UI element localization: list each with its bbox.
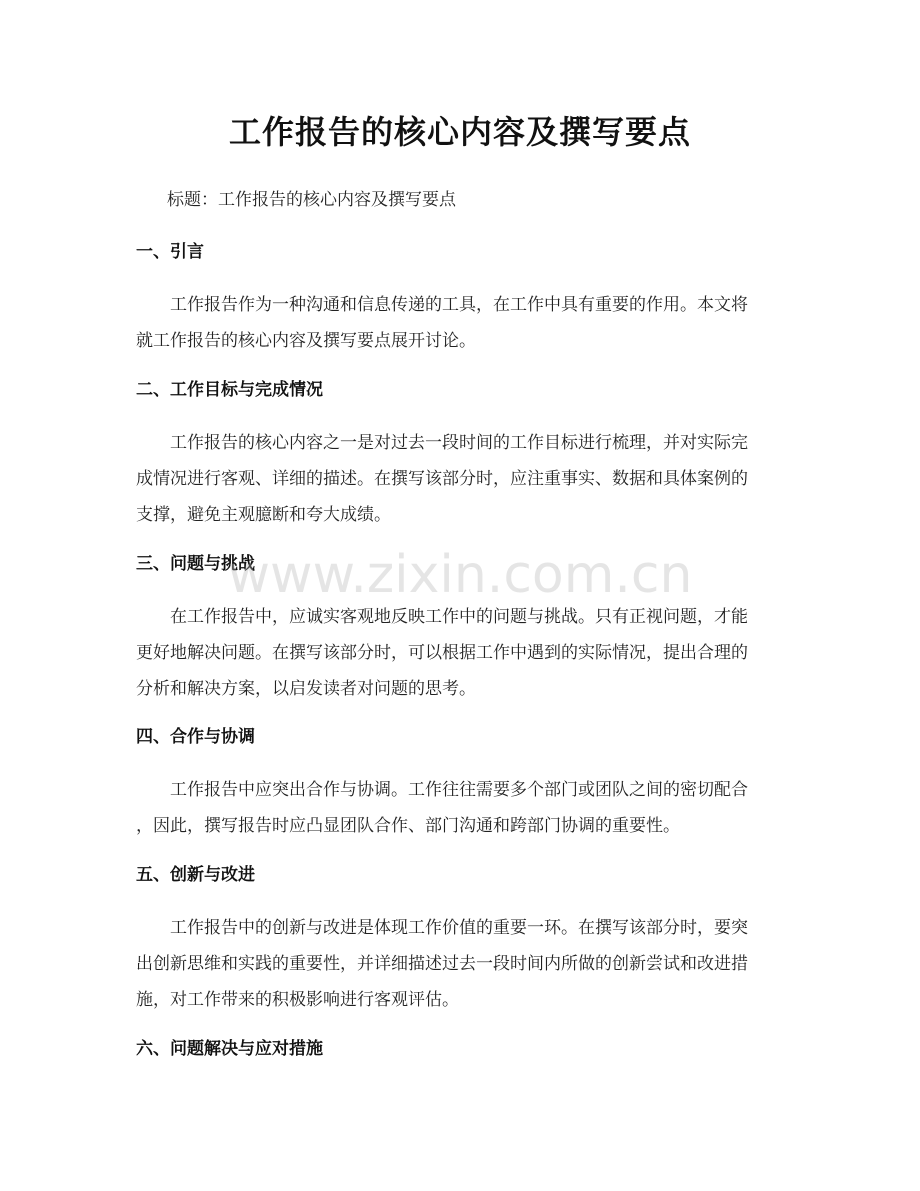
section-paragraph-4 [136, 772, 786, 844]
paragraph-line: ，因此，撰写报告时应凸显团队合作、部门沟通和跨部门协调的重要性。 [136, 816, 680, 836]
watermark: www.zixin.com.cn [227, 545, 693, 605]
section-heading-1: 一、引言 [136, 242, 204, 262]
paragraph-line: 更好地解决问题。在撰写该部分时，可以根据工作中遇到的实际情况，提出合理的 [136, 643, 748, 663]
paragraph-line: 就工作报告的核心内容及撰写要点展开讨论。 [136, 331, 476, 351]
section-heading-3: 三、问题与挑战 [136, 554, 255, 574]
paragraph-line: 施，对工作带来的积极影响进行客观评估。 [136, 990, 459, 1010]
paragraph-line: 工作报告的核心内容之一是对过去一段时间的工作目标进行梳理，并对实际完 [170, 433, 748, 453]
section-heading-6: 六、问题解决与应对措施 [136, 1039, 323, 1059]
paragraph-line: 分析和解决方案，以启发读者对问题的思考。 [136, 679, 476, 699]
document-title: 工作报告的核心内容及撰写要点 [228, 113, 691, 151]
paragraph-line: 成情况进行客观、详细的描述。在撰写该部分时，应注重事实、数据和具体案例的 [136, 469, 748, 489]
section-paragraph-3 [136, 599, 786, 707]
paragraph-line: 在工作报告中，应诚实客观地反映工作中的问题与挑战。只有正视问题，才能 [170, 607, 748, 627]
paragraph-line: 支撑，避免主观臆断和夸大成绩。 [136, 505, 391, 525]
paragraph-line: 出创新思维和实践的重要性，并详细描述过去一段时间内所做的创新尝试和改进措 [136, 954, 748, 974]
section-paragraph-2 [136, 425, 786, 533]
document-subtitle: 标题：工作报告的核心内容及撰写要点 [167, 190, 456, 210]
paragraph-line: 工作报告作为一种沟通和信息传递的工具，在工作中具有重要的作用。本文将 [170, 295, 748, 315]
paragraph-line: 工作报告中的创新与改进是体现工作价值的重要一环。在撰写该部分时，要突 [170, 918, 748, 938]
section-heading-4: 四、合作与协调 [136, 727, 255, 747]
section-paragraph-1 [136, 287, 786, 359]
paragraph-line: 工作报告中应突出合作与协调。工作往往需要多个部门或团队之间的密切配合 [170, 780, 748, 800]
section-heading-5: 五、创新与改进 [136, 865, 255, 885]
section-heading-2: 二、工作目标与完成情况 [136, 380, 323, 400]
section-paragraph-5 [136, 910, 786, 1018]
